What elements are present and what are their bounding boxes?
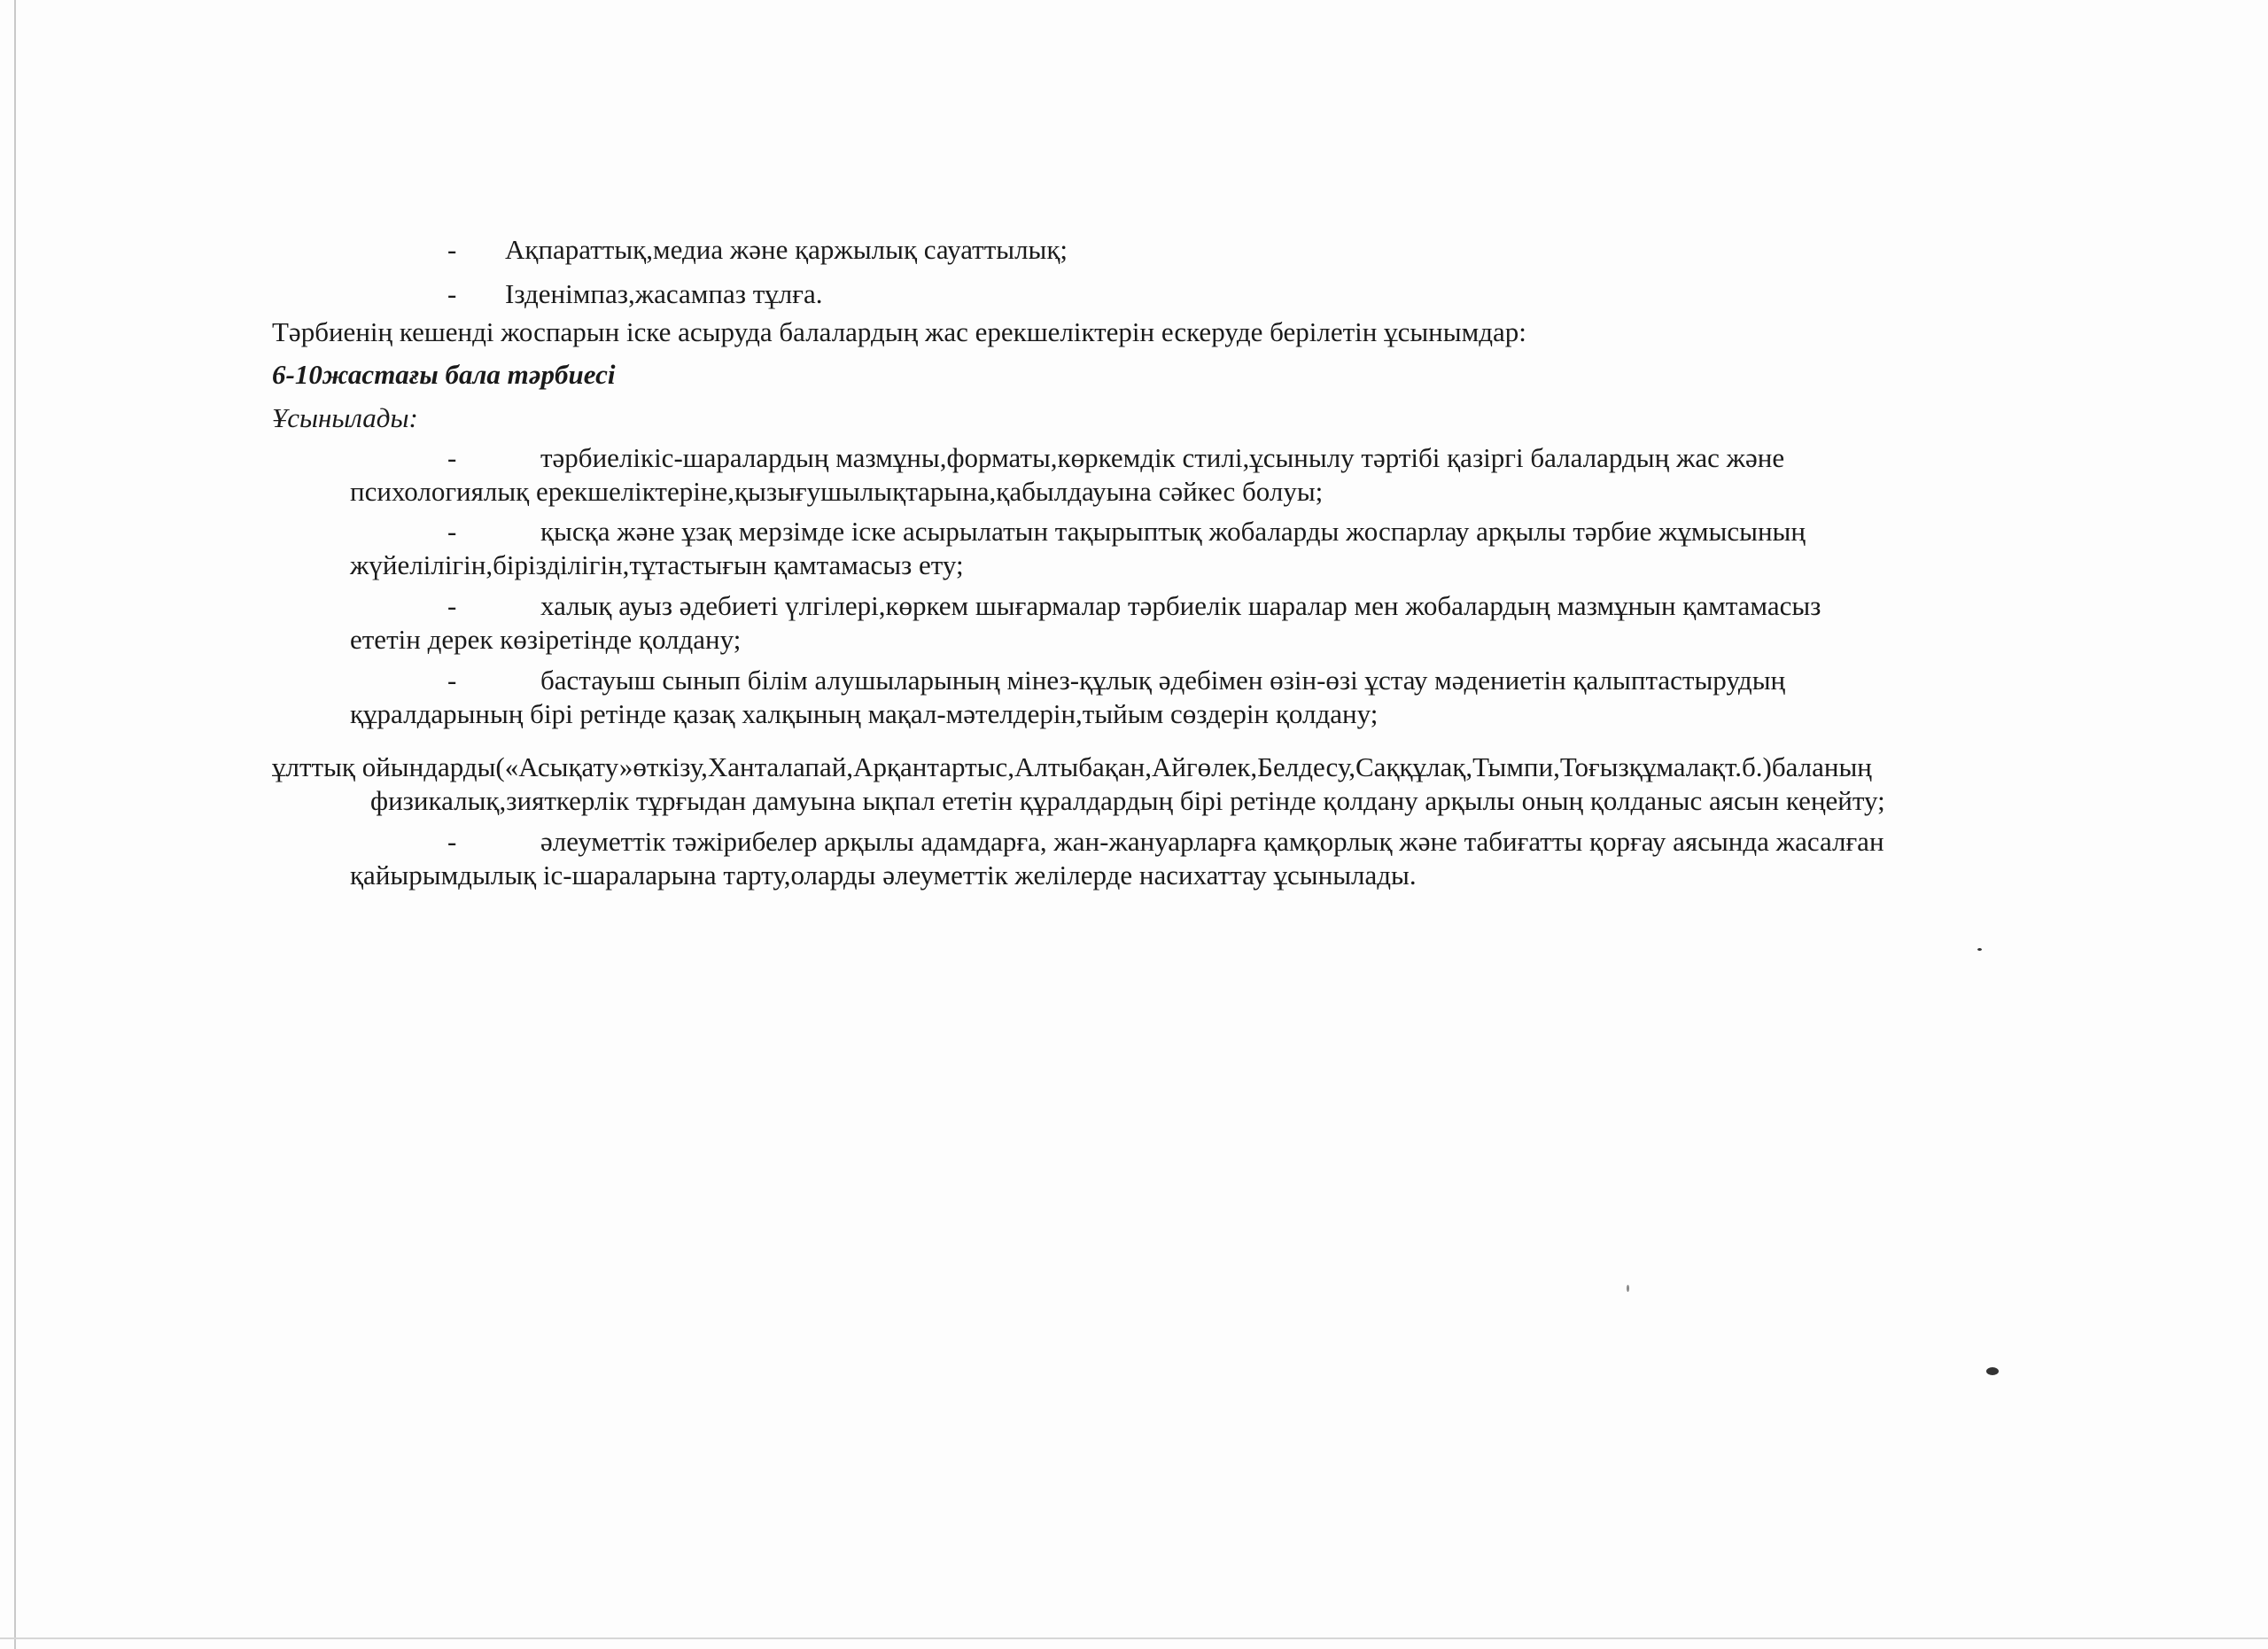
bullet-dash: -: [447, 278, 457, 309]
games-paragraph-line: ұлттық ойындарды(«Асықату»өткізу,Ханталапай,Арқантартыс,Алтыбақан,Айгөлек,Белдесу,Саққұлақ,Тымпи,Тоғызқұмалақт.б.)баланың: [272, 751, 1872, 782]
scan-bottom-edge: [0, 1637, 2268, 1639]
item-dash: -: [447, 590, 457, 621]
bullet-text: Ізденімпаз,жасампаз тұлға.: [505, 278, 823, 309]
item-line: психологиялық ерекшеліктеріне,қызығушылықтарына,қабылдауына сәйкес болуы;: [350, 476, 1324, 507]
item-line: қысқа және ұзақ мерзімде іске асырылатын тақырыптық жобаларды жоспарлау арқылы тәрбие жұмысының: [540, 516, 1806, 547]
item-dash: -: [447, 442, 457, 473]
scan-speck: [1977, 948, 1982, 951]
section-title: 6-10жастағы бала тәрбиесі: [272, 359, 616, 390]
scan-left-edge: [14, 0, 16, 1649]
scan-speck: [1986, 1367, 1999, 1375]
bullet-dash: -: [447, 234, 457, 265]
item-line: халық ауыз әдебиеті үлгілері,көркем шығармалар тәрбиелік шаралар мен жобалардың мазмұнын қамтамасыз: [540, 590, 1821, 621]
item-line: бастауыш сынып білім алушыларының мінез-құлық әдебімен өзін-өзі ұстау мәдениетін қалыптастырудың: [540, 665, 1786, 696]
scan-speck: [1627, 1285, 1629, 1292]
item-line: әлеуметтік тәжірибелер арқылы адамдарға, жан-жануарларға қамқорлық және табиғатты қорғау аясында жасалған: [540, 826, 1884, 857]
item-line: ететін дерек көзіретінде қолдану;: [350, 624, 742, 655]
item-line: тәрбиелікіс-шаралардың мазмұны,форматы,көркемдік стилі,ұсынылу тәртібі қазіргі балалардың жас және: [540, 442, 1785, 473]
item-line: қайырымдылық іс-шараларына тарту,оларды әлеуметтік желілерде насихаттау ұсынылады.: [350, 860, 1417, 891]
item-line: жүйелілігін,біріздiлігін,тұтастығын қамтамасыз ету;: [350, 549, 964, 580]
bullet-text: Ақпараттық,медиа және қаржылық сауаттылық;: [505, 234, 1068, 265]
item-dash: -: [447, 516, 457, 547]
item-dash: -: [447, 665, 457, 696]
item-dash: -: [447, 826, 457, 857]
intro-paragraph: Тәрбиенің кешенді жоспарын іске асыруда балалардың жас ерекшеліктерін ескеруде берілетін ұсынымдар:: [272, 316, 1526, 347]
item-line: құралдарының бірі ретінде қазақ халқының мақал-мәтелдерін,тыйым сөздерін қолдану;: [350, 698, 1379, 729]
games-paragraph-line: физикалық,зияткерлік тұрғыдан дамуына ықпал ететін құралдардың бірі ретінде қолдану арқылы оның қолданыс аясын кеңейту;: [370, 785, 1885, 816]
section-subtitle: Ұсынылады:: [272, 402, 418, 433]
